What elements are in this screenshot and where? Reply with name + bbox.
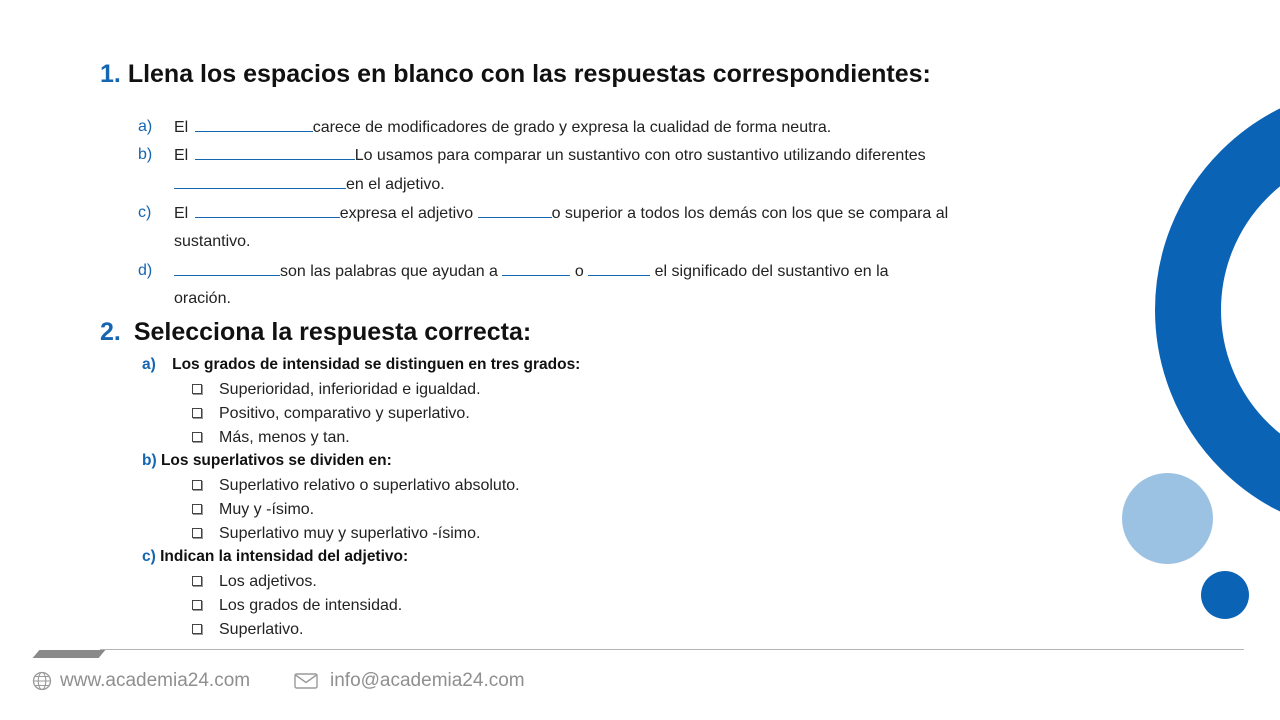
question-a <box>142 356 580 374</box>
envelope-icon <box>294 673 318 689</box>
item-letter: c) <box>138 204 152 221</box>
checkbox-icon[interactable] <box>192 408 202 418</box>
option-a-2[interactable]: Positivo, comparativo y superlativo. <box>192 404 470 424</box>
item-text: El <box>174 205 189 222</box>
answer-blank[interactable] <box>195 117 313 132</box>
section-2-title: Selecciona la respuesta correcta: <box>133 318 532 346</box>
item-text: el significado del sustantivo en la <box>654 263 889 280</box>
option-c-1[interactable]: Los adjetivos. <box>192 572 317 592</box>
fill-item-c-continued <box>174 232 250 252</box>
checkbox-icon[interactable] <box>192 600 202 610</box>
question-b <box>142 452 392 470</box>
decorative-circle-light <box>1122 473 1213 564</box>
checkbox-icon[interactable] <box>192 504 202 514</box>
item-text: Lo usamos para comparar un sustantivo con otro sustantivo utilizando diferentes <box>354 147 926 164</box>
checkbox-icon[interactable] <box>192 576 202 586</box>
item-text: El <box>174 119 189 136</box>
question-letter: a) <box>142 356 156 373</box>
answer-blank[interactable] <box>174 174 346 189</box>
answer-blank[interactable] <box>195 203 340 218</box>
checkbox-icon[interactable] <box>192 432 202 442</box>
item-text: carece de modificadores de grado y expresa la cualidad de forma neutra. <box>312 119 832 136</box>
section-1-heading <box>100 60 931 89</box>
checkbox-icon[interactable] <box>192 384 202 394</box>
option-b-2[interactable]: Muy y -ísimo. <box>192 500 314 520</box>
section-1-title: Llena los espacios en blanco con las respuestas correspondientes: <box>127 60 931 88</box>
answer-blank[interactable] <box>502 261 570 276</box>
item-text: o superior a todos los demás con los que se compara al <box>551 205 949 222</box>
item-letter: d) <box>138 262 153 279</box>
option-a-3[interactable]: Más, menos y tan. <box>192 428 350 448</box>
question-letter: b) <box>142 452 157 469</box>
footer-divider <box>100 649 1244 650</box>
answer-blank[interactable] <box>195 145 355 160</box>
checkbox-icon[interactable] <box>192 528 202 538</box>
checkbox-icon[interactable] <box>192 480 202 490</box>
answer-blank[interactable] <box>478 203 552 218</box>
question-c <box>142 548 408 566</box>
item-letter: b) <box>138 146 153 163</box>
item-text: oración. <box>174 290 231 307</box>
decorative-ring <box>1155 85 1280 535</box>
option-a-1[interactable]: Superioridad, inferioridad e igualdad. <box>192 380 481 400</box>
item-text: El <box>174 147 189 164</box>
item-text: expresa el adjetivo <box>339 205 474 222</box>
option-c-2[interactable]: Los grados de intensidad. <box>192 596 402 616</box>
fill-item-b-continued <box>174 174 445 195</box>
footer-email-link[interactable]: info@academia24.com <box>330 670 525 691</box>
question-letter: c) <box>142 548 156 565</box>
checkbox-icon[interactable] <box>192 624 202 634</box>
item-text: en el adjetivo. <box>346 176 445 193</box>
item-letter: a) <box>138 118 153 135</box>
decorative-circle-dark <box>1201 571 1249 619</box>
question-text: Los grados de intensidad se distinguen en tres grados: <box>172 356 581 373</box>
footer-accent-bar <box>33 650 106 658</box>
item-text: sustantivo. <box>174 233 251 250</box>
section-2-heading <box>100 318 531 347</box>
globe-icon <box>32 671 52 691</box>
fill-item-d-continued <box>174 289 231 309</box>
question-text: Indican la intensidad del adjetivo: <box>160 548 409 565</box>
section-2-number: 2. <box>100 318 121 346</box>
footer-website-link[interactable]: www.academia24.com <box>60 670 251 691</box>
item-text: son las palabras que ayudan a <box>280 263 498 280</box>
option-b-1[interactable]: Superlativo relativo o superlativo absoluto. <box>192 476 520 496</box>
answer-blank[interactable] <box>588 261 650 276</box>
option-c-3[interactable]: Superlativo. <box>192 620 304 640</box>
item-text: o <box>574 263 584 280</box>
answer-blank[interactable] <box>174 261 280 276</box>
section-1-number: 1. <box>100 60 121 88</box>
option-b-3[interactable]: Superlativo muy y superlativo -ísimo. <box>192 524 480 544</box>
question-text: Los superlativos se dividen en: <box>160 452 392 469</box>
